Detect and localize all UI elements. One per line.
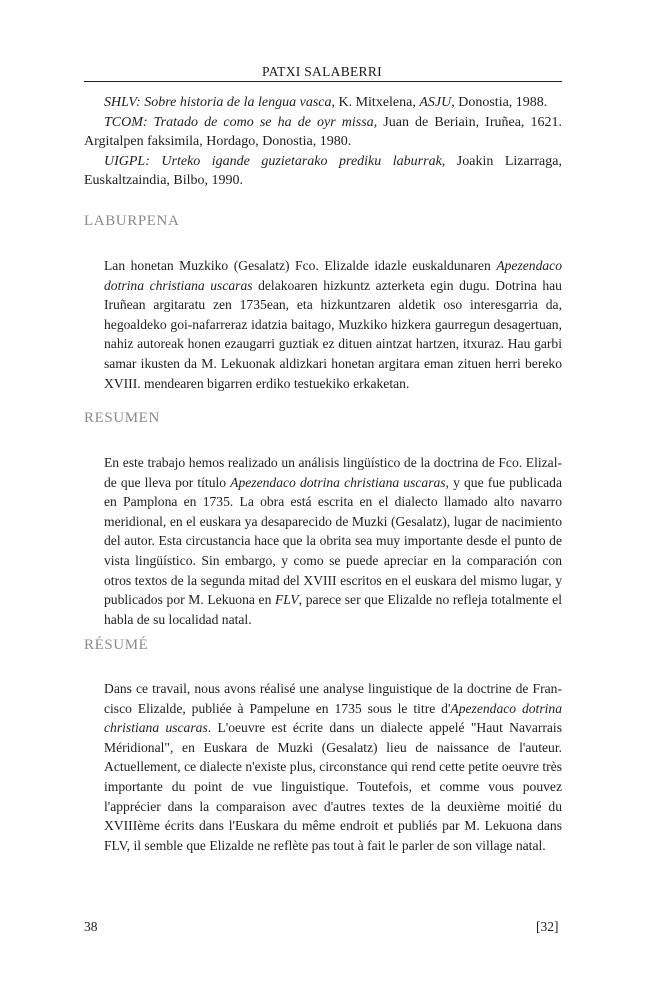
original-page-number: [32]	[536, 919, 559, 934]
work-title: Apezendaco dotrina christiana uscaras	[104, 700, 562, 736]
header-rule	[84, 81, 562, 82]
abstract-paragraph	[104, 256, 562, 393]
section-title-resumen: RESUMEN	[84, 410, 160, 426]
abstract-resumen	[104, 453, 562, 629]
abstract-resume	[104, 679, 562, 855]
reference-item	[84, 113, 562, 152]
abstract-paragraph	[104, 453, 562, 629]
references-list	[84, 93, 562, 191]
abstract-text: Lan honetan Muzkiko (Gesalatz) Fco. Elizalde idazle euskaldunaren	[104, 258, 497, 273]
reference-item	[84, 93, 562, 113]
reference-abbr: TCOM:	[104, 114, 148, 130]
reference-title: Urteko igande guzietarako prediku laburrak	[161, 153, 442, 169]
abstract-text: delakoaren hizkuntz azterketa egin dugu. Dotrina hau Iruñean argitaratu zen 1735ean, eta hizkuntzaren aldetik oso interesgarria da, hegoaldeko goi-nafarreraz idatzia baitago, Muzkiko hizkera gaurregun desagertuan, nahiz autoreak honen ezaugarri guztiak ez dituen aintzat hartzen, itxuraz. Hau garbi samar ikusten da M. Lekuonak aldizkari honetan argitara eman zituen herri bereko XVIII. mendearen bigarren erdiko testuekiko erkaketan.	[104, 277, 562, 391]
work-title: Apezendaco dotrina christiana uscaras	[230, 474, 446, 490]
journal-title: FLV	[275, 592, 299, 608]
reference-text: , Juan de Beriain, Iruñea, 1621. Argitalpen faksimila, Hordago, Donostia, 1980.	[84, 114, 563, 149]
section-title-laburpena: LABURPENA	[84, 213, 180, 229]
abstract-laburpena	[104, 256, 562, 393]
reference-text: , Joakin Lizarraga, Euskaltzaindia, Bilbo, 1990.	[84, 153, 562, 188]
abstract-text: En este trabajo hemos realizado un análisis lingüístico de la doctrina de Fco. Elizalde que lleva por título	[104, 455, 562, 490]
abstract-text: , y que fue publicada en Pamplona en 1735. La obra está escrita en el dialecto llamado alto navarro meridional, en el euskara ya desaparecido de Muzki (Gesalatz), lugar de nacimiento del autor. Esta circustancia hace que la obrita sea muy importante desde el punto de vista lingüístico. Sin embargo, y como se puede apreciar en la comparación con otros textos de la segunda mitad del XVIII escritos en el euskara del mismo lugar, y publicados por M. Lekuona en	[104, 474, 562, 608]
abstract-text: Dans ce travail, nous avons réalisé une analyse linguistique de la doctrine de Francisco Elizalde, publiée à Pampelune en 1735 sous le titre d'	[104, 681, 562, 716]
reference-abbr: SHLV:	[104, 95, 141, 110]
section-title-resume: RÉSUMÉ	[84, 637, 149, 653]
reference-text: , Donostia, 1988.	[451, 95, 548, 110]
abstract-paragraph	[104, 679, 562, 855]
work-title: Apezendaco dotrina christiana uscaras	[104, 258, 562, 293]
abstract-text: . L'oeuvre est écrite dans un dialecte appelé "Haut Navarrais Méridional", en Euskara de Muzki (Gesalatz) lieu de naissance de l'auteur. Actuellement, ce dialecte n'existe plus, circonstance qui rend cette petite oeuvre très importante du point de vue linguistique. Toutefois, et comme vous pouvez l'apprécier dans la comparaison avec d'autres textes de la deuxième moitié du XVIIIème écrits dans l'Euskara du même endroit et publiés par M. Lekuona dans FLV, il semble que Elizalde ne reflète pas tout à fait le parler de son village natal.	[104, 720, 563, 853]
reference-title: Sobre historia de la lengua vasca	[144, 95, 332, 110]
reference-item	[84, 152, 562, 191]
abstract-text: , parece ser que Elizalde no refleja totalmente el habla de su localidad natal.	[104, 592, 562, 627]
reference-abbr: UIGPL:	[104, 153, 150, 169]
page-number: 38	[84, 919, 98, 934]
reference-title: Tratado de como se ha de oyr missa	[153, 114, 374, 130]
reference-text: , K. Mitxelena,	[331, 95, 420, 110]
reference-journal: ASJU	[419, 95, 452, 110]
running-header: PATXI SALABERRI	[262, 64, 382, 79]
